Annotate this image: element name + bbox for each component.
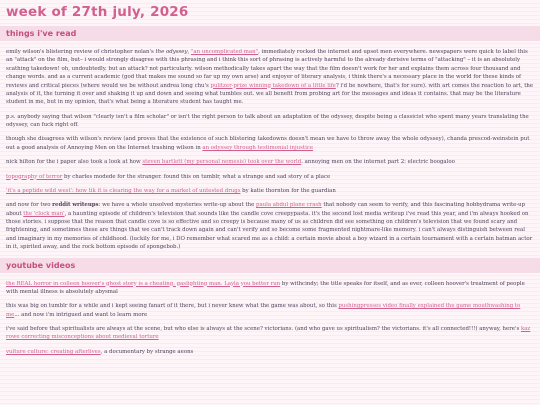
paragraph-spiritualists: i've said before that spiritualists are always at the scene, but who else is always at the scene? victorians. (and who gave us spiritualism? the victorians. it's all connected!!!) anyway, here's kaz rowe correcting misconceptions about medieval torture: [6, 326, 531, 341]
paragraph-wilson-review: emily wilson's blistering review of christopher nolan's the odyssey, "an uncomplicated man", immediately rocked the internet and upset men everywhere. newspapers were quick to label this an "attack" on the film, but– i would strongly disagree with this phrasing and i think this sort of phrasing is actively harmful to the already derisive terms of "attacking" – it is an absolutely scathing takedown! oh, undoubtedly. but an attack? not particularly. wilson methodically takes apart the way that the film doesn't work for her and explains them across four thousand and change words. and as a current academic (god that makes me sound so far up my own arse) and enjoyer of literary analysis, i think there's a necessary place in the world for these kinds of reviews and critical pieces (where would we be without andrea long chu's pulitzer-prize winning takedown of a little life? i'd be nowhere, that's for sure). with art comes the reaction to art, the analysis of it, the turning it over and shaking it up and down and seeing what tumbles out. we all benefit from probing art for the messages and ideas it contains. that may be the literature student in me, but in my opinion, that's what being a literature student has taught me.: [6, 49, 534, 106]
link-vulture-culture[interactable]: vulture culture: creating afterlives: [6, 348, 101, 355]
link-testimonial-injustice[interactable]: an odyssey through testimonial injustice: [202, 144, 314, 151]
section-body-things-read: [0, 41, 540, 252]
link-medieval-torture-video[interactable]: kaz rowe correcting misconceptions about medieval torture: [6, 326, 531, 341]
section-youtube: [0, 258, 540, 357]
page-title: week of 27th july, 2026: [6, 4, 189, 20]
link-little-life-takedown[interactable]: pulitzer-prize winning takedown of a little life: [210, 82, 336, 89]
link-topography-of-terror[interactable]: topography of terror: [6, 173, 63, 180]
paragraph-vulture-culture: vulture culture: creating afterlives, a documentary by strange aeons: [6, 348, 194, 355]
link-mouthwashing-video[interactable]: pushingpresses video finally explained the game mouthwashing to me: [6, 303, 521, 318]
paragraph-colleen-hoover: the REAL horror in colleen hoover's ghost story is a cheating, gaslighting man. Layla you better run by withcindy; the title speaks for itself, and as ever, colleen hoover's treatment of people with mental illness is absolutely abysmal: [6, 280, 525, 295]
link-paula-abdul-plane-crash[interactable]: paula abdul plane crash: [256, 202, 322, 209]
paragraph-mouthwashing: this was big on tumblr for a while and i kept seeing fanart of it there, but i never knew what the game was about, so this pushingpresses video finally explained the game mouthwashing to me... and now i'm intrigued and want to learn more: [6, 303, 521, 318]
paragraph-peptide: 'it's a peptide wild west': how tik it is clearing the way for a market of untested drugs by katie thornton for the guardian: [6, 187, 336, 194]
link-uncomplicated-man[interactable]: "an uncomplicated man": [190, 49, 259, 55]
link-peptide-wild-west[interactable]: 'it's a peptide wild west': how tik it is clearing the way for a market of untested drugs: [6, 187, 241, 194]
paragraph-ps: p.s. anybody saying that wilson "clearly isn't a film scholar" or isn't the right person to talk about an adaptation of the odyssey, despite being a classicist who spent many years translating the odyssey, can fuck right off.: [6, 113, 529, 128]
link-clock-man[interactable]: the 'clock man': [23, 210, 65, 217]
paragraph-topography: topography of terror by charles modede for the stranger. found this on tumblr, what a strange and sad story of a place: [6, 173, 331, 180]
paragraph-reddit-writeups: and now for two reddit writeups: we have a whole unsolved mysteries write-up about the paula abdul plane crash that nobody can seem to verify, and this fascinating hobbydrama write-up about the 'clock man', a haunting episode of children's television that sounds like the candle cove creepypasta. it's the second lost media writeup i've read this year, and i'm always hooked on those stories. i suppose that the reason that candle cove is so effective and so creepy is because many of us as children did see something on children's television that we found scary and frightening, and sometimes these are things that we can't track down again and can't verify and so become some fragmented nightmare-like memory. i can't always distinguish between real and imaginary in my memories of childhood. (luckily for me, i DO remember what scared me as a child: a certain movie about a boy wizard in a certain tournament with a certain batman actor in it, spirited away, and the rock bottom episode of spongebob.): [6, 202, 533, 251]
section-header-things-read: things i've read: [0, 26, 540, 41]
link-colleen-hoover-video[interactable]: the REAL horror in colleen hoover's ghost story is a cheating, gaslighting man. Layla you better run: [6, 280, 281, 287]
paragraph-nick-hilton: nick hilton for the i paper also took a look at how steven bartlett (my personal nemesis) took over the world. annoying men on the internet part 2: electric boogaloo: [6, 159, 455, 166]
link-steven-bartlett[interactable]: steven bartlett (my personal nemesis) took over the world: [142, 159, 302, 166]
section-things-read: [0, 26, 540, 252]
paragraph-prescod-weinstein: though she disagrees with wilson's review (and proves that the existence of such blistering takedowns doesn't mean we have to throw away the whole odyssey), chanda prescod-weinstein put out a good analysis of Annoying Men on the Internet trashing wilson in an odyssey through testimonial injustice: [6, 136, 530, 151]
section-header-youtube: youtube videos: [0, 258, 540, 273]
section-body-youtube: [0, 273, 540, 357]
